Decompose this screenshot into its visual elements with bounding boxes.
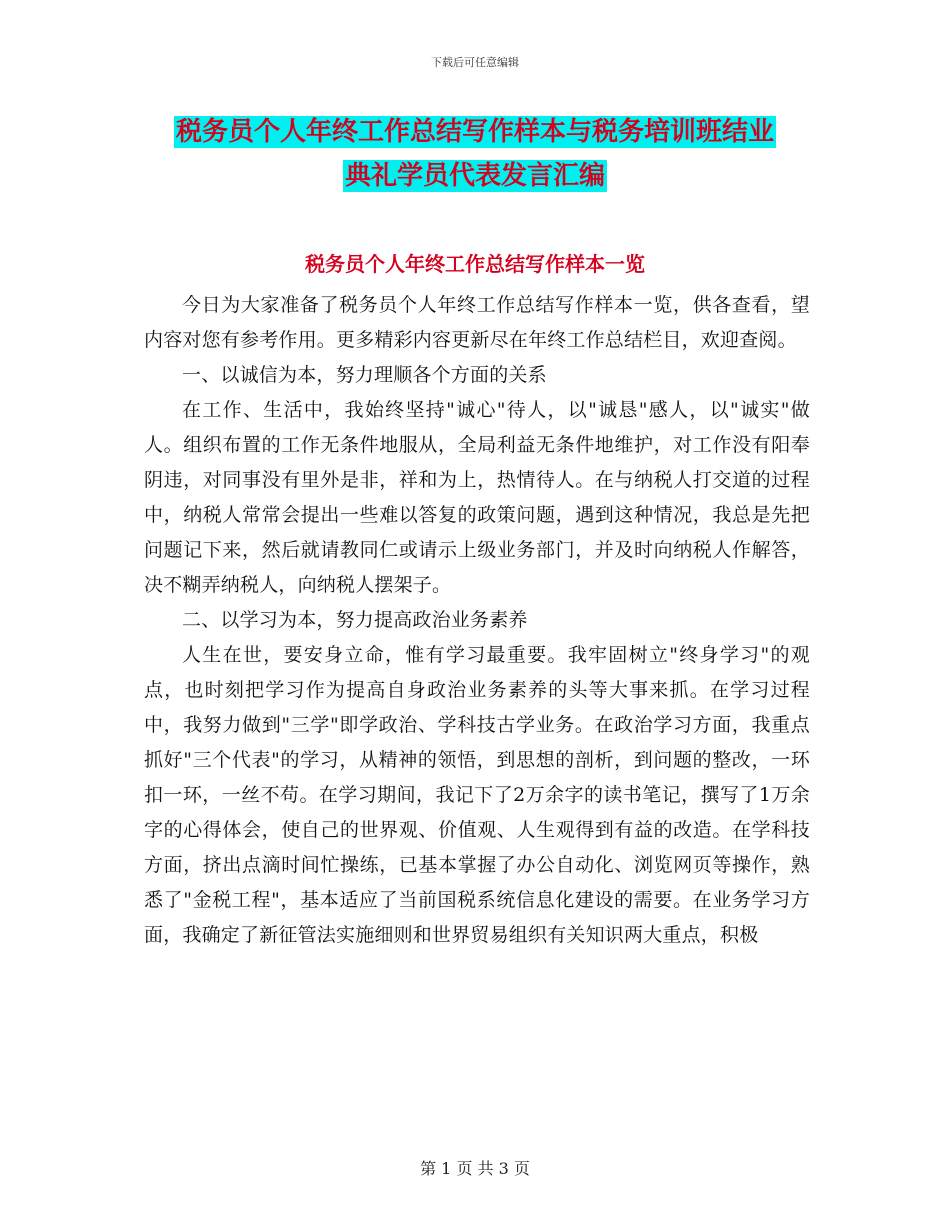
document-title-line-2: 典礼学员代表发言汇编	[344, 161, 605, 191]
section-heading-1: 一、以诚信为本，努力理顺各个方面的关系	[182, 364, 547, 386]
document-body	[144, 288, 810, 953]
document-title	[0, 110, 950, 198]
page-number: 第 1 页 共 3 页	[420, 1159, 530, 1178]
document-title-line-1: 税务员个人年终工作总结写作样本与税务培训班结业	[175, 117, 774, 147]
body-paragraph-1: 在工作、生活中，我始终坚持"诚心"待人，以"诚恳"感人，以"诚实"做人。组织布置的工作无条件地服从，全局利益无条件地维护，对工作没有阳奉阴违，对同事没有里外是非，祥和为上，热情待人。在与纳税人打交道的过程中，纳税人常常会提出一些难以答复的政策问题，遇到这种情况，我总是先把问题记下来，然后就请教同仁或请示上级业务部门，并及时向纳税人作解答，决不糊弄纳税人，向纳税人摆架子。	[144, 399, 810, 596]
section-heading-2: 二、以学习为本，努力提高政治业务素养	[182, 609, 528, 631]
body-paragraph-2: 人生在世，要安身立命，惟有学习最重要。我牢固树立"终身学习"的观点，也时刻把学习作为提高自身政治业务素养的头等大事来抓。在学习过程中，我努力做到"三学"即学政治、学科技古学业务。在政治学习方面，我重点抓好"三个代表"的学习，从精神的领悟，到思想的剖析，到问题的整改，一环扣一环，一丝不苟。在学习期间，我记下了2万余字的读书笔记，撰写了1万余字的心得体会，使自己的世界观、价值观、人生观得到有益的改造。在学科技方面，挤出点滴时间忙操练，已基本掌握了办公自动化、浏览网页等操作，熟悉了"金税工程"，基本适应了当前国税系统信息化建设的需要。在业务学习方面，我确定了新征管法实施细则和世界贸易组织有关知识两大重点，积极	[144, 644, 810, 946]
section-title: 税务员个人年终工作总结写作样本一览	[305, 252, 645, 276]
page-header-note: 下载后可任意编辑	[431, 56, 519, 69]
intro-paragraph: 今日为大家准备了税务员个人年终工作总结写作样本一览，供各查看，望内容对您有参考作用。更多精彩内容更新尽在年终工作总结栏目，欢迎查阅。	[144, 294, 810, 351]
